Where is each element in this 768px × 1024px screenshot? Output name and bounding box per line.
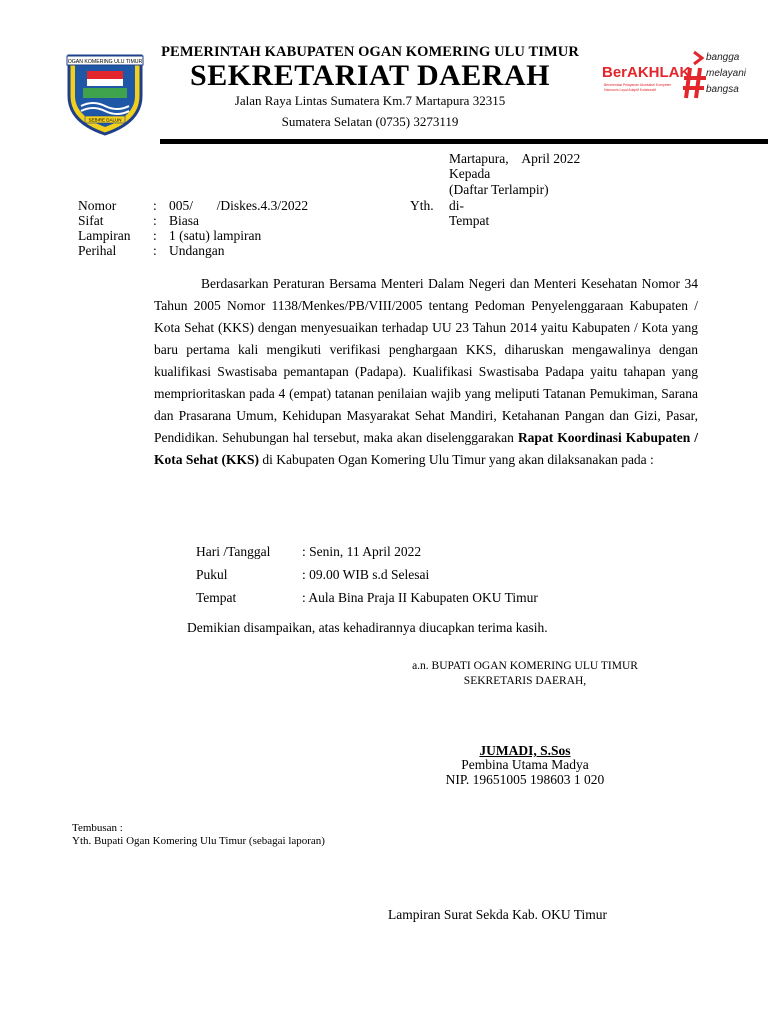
body-text-part-1: Berdasarkan Peraturan Bersama Menteri Dalam Negeri dan Menteri Kesehatan Nomor 34 Tahun 2005 Nomor 1138/Menkes/PB/VIII/2005 tentang Pedoman Penyelenggaraan Kabupaten / Kota Sehat (KKS) dengan menyesuaikan terhadap UU 23 Tahun 2014 yaitu Kabupaten / Kota yang baru pertama kali mengikuti verifikasi penghargaan KKS, diharuskan mengawalinya dengan kualifikasi Swastisaba pemantapan (Padapa). Kualifikasi Swastisaba Padapa yaitu tahapan yang memprioritaskan pada 4 (empat) tatanan penilaian wajib yang meliputi Tatanan Pemukiman, Sarana dan Prasarana Umum, Kehidupan Masyarakat Sehat Mandiri, Ketahanan Pangan dan Gizi, Pasar, Pendidikan. Sehubungan hal tersebut, maka akan diselenggarakan	[154, 276, 698, 445]
signatory-nip: NIP. 19651005 198603 1 020	[445, 772, 605, 787]
meta-value-lampiran: 1 (satu) lampiran	[169, 228, 262, 243]
header-divider	[160, 139, 768, 144]
recipient-kepada: Kepada	[449, 166, 491, 181]
body-text-bold: Rapat Koordinasi Kabupaten / Kota Sehat (KKS)	[154, 430, 698, 467]
logo-banner-text: OGAN KOMERING ULU TIMUR	[67, 59, 143, 65]
recipient-yth: Yth.	[410, 198, 434, 213]
signature-position: SEKRETARIS DAERAH,	[463, 675, 587, 687]
closing-sentence: Demikian disampaikan, atas kehadirannya diucapkan terima kasih.	[187, 620, 548, 635]
address-line-1: Jalan Raya Lintas Sumatera Km.7 Martapura 32315	[234, 93, 506, 108]
slogan-1: bangga	[706, 52, 740, 63]
regency-logo	[65, 50, 145, 136]
signatory-name: JUMADI, S.Sos	[479, 743, 571, 758]
event-label-time: Pukul	[196, 567, 228, 582]
shield-emblem-icon	[65, 50, 145, 136]
body-text-part-2: di Kabupaten Ogan Komering Ulu Timur yang akan dilaksanakan pada :	[259, 452, 654, 467]
cc-item: Yth. Bupati Ogan Komering Ulu Timur (sebagai laporan)	[72, 835, 325, 847]
meta-label-sifat: Sifat	[78, 213, 104, 228]
address-line-2: Sumatera Selatan (0735) 3273119	[281, 114, 459, 129]
date-place: Martapura, April 2022	[449, 151, 581, 166]
berakhlak-tagline-2: Harmonis Loyal Adaptif Kolaboratif	[604, 88, 657, 92]
meta-value-sifat: Biasa	[169, 213, 199, 228]
meta-sep: :	[153, 243, 157, 258]
meta-label-nomor: Nomor	[78, 198, 117, 213]
meta-value-perihal: Undangan	[169, 243, 225, 258]
signature-on-behalf: a.n. BUPATI OGAN KOMERING ULU TIMUR	[412, 660, 638, 672]
government-name: PEMERINTAH KABUPATEN OGAN KOMERING ULU TIMUR	[161, 44, 579, 60]
berakhlak-tagline-1: Berorientasi Pelayanan Akuntabel Kompeten	[604, 83, 672, 87]
letter-body-paragraph	[154, 273, 698, 471]
recipient-list: (Daftar Terlampir)	[449, 182, 549, 197]
event-value-place: : Aula Bina Praja II Kabupaten OKU Timur	[302, 590, 538, 605]
office-title: SEKRETARIAT DAERAH	[190, 59, 550, 92]
berakhlak-text: BerAKHLAK	[602, 64, 691, 81]
meta-label-perihal: Perihal	[78, 243, 117, 258]
event-value-time: : 09.00 WIB s.d Selesai	[302, 567, 430, 582]
slogan-3: bangsa	[706, 84, 739, 95]
meta-value-nomor: 005/ /Diskes.4.3/2022	[169, 198, 309, 213]
meta-label-lampiran: Lampiran	[78, 228, 131, 243]
logo-ribbon-text: SEBIRE DALUN	[88, 117, 122, 123]
slogan-2: melayani	[706, 68, 747, 79]
meta-sep: :	[153, 213, 157, 228]
event-value-date: : Senin, 11 April 2022	[302, 544, 422, 559]
event-label-place: Tempat	[196, 590, 237, 605]
cc-label: Tembusan :	[72, 822, 123, 834]
hashtag-icon	[682, 50, 708, 100]
meta-sep: :	[153, 198, 157, 213]
recipient-di: di-	[449, 198, 464, 213]
signatory-rank: Pembina Utama Madya	[461, 757, 589, 772]
berakhlak-logo	[602, 48, 762, 104]
recipient-place: Tempat	[449, 213, 490, 228]
event-label-date: Hari /Tanggal	[196, 544, 271, 559]
meta-sep: :	[153, 228, 157, 243]
attachment-title: Lampiran Surat Sekda Kab. OKU Timur	[388, 907, 607, 922]
